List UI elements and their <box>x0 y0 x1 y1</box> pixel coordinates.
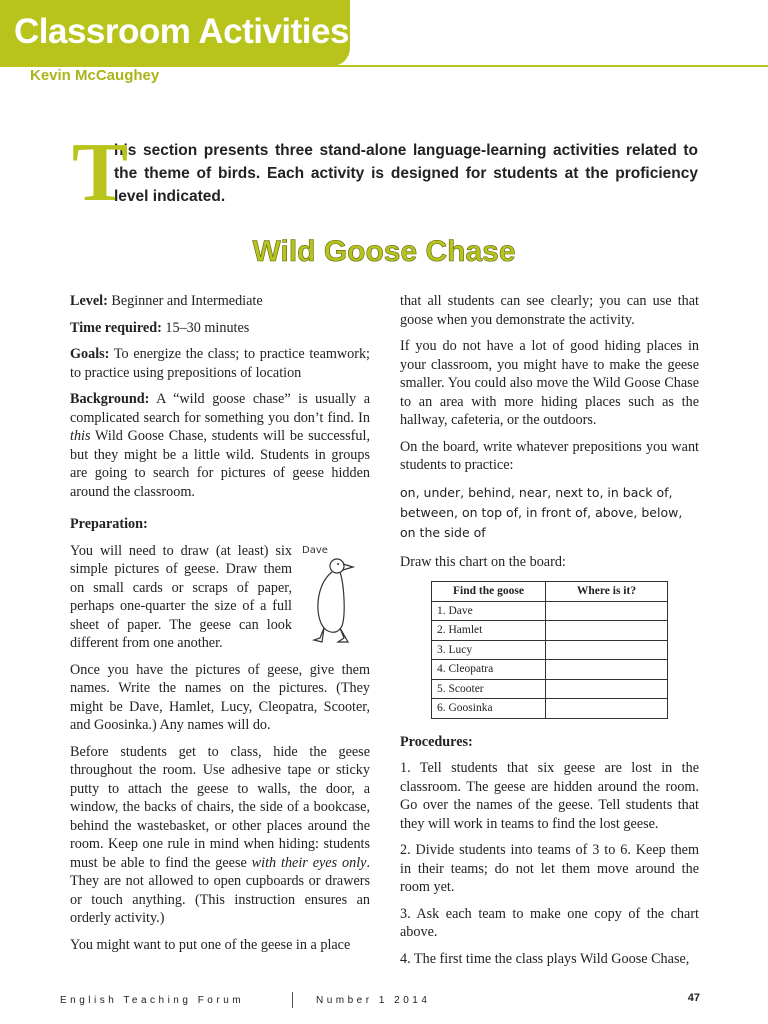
table-row <box>432 640 668 660</box>
chart-where-cell <box>546 621 668 641</box>
chart-header-goose: Find the goose <box>432 582 546 602</box>
procedure-step-1: 1. Tell students that six geese are lost in the classroom. The geese are hidden around the room. Go over the names of the geese. Tell students that they will work in teams to find the lost geese. <box>400 760 699 832</box>
chart-intro: Draw this chart on the board: <box>400 553 566 570</box>
chart-where-cell <box>546 699 668 719</box>
chart-where-cell <box>546 601 668 621</box>
goose-drawing <box>298 542 370 661</box>
right-paragraph-3: On the board, write whatever prepositions you want students to practice: <box>400 438 699 473</box>
drop-cap: T <box>72 126 129 219</box>
goals-label: Goals: <box>70 346 110 362</box>
chart-goose-cell: 6. Goosinka <box>432 699 546 719</box>
intro-section <box>72 126 698 219</box>
table-row <box>432 660 668 680</box>
prep-paragraph-3 <box>70 743 370 928</box>
procedure-step-4: 4. The first time the class plays Wild Goose Chase, <box>400 950 690 967</box>
procedure-step-3: 3. Ask each team to make one copy of the chart above. <box>400 905 699 940</box>
chart-goose-cell: 5. Scooter <box>432 679 546 699</box>
time-label: Time required: <box>70 319 162 336</box>
footer-divider <box>292 992 293 1008</box>
level-line <box>70 292 370 311</box>
chart-header-row <box>432 582 668 602</box>
prep-paragraph-1: You will need to draw (at least) six simple pictures of geese. Draw them on small cards or scraps of paper, perhaps one-quarter the size of a full sheet of paper. The geese can look different from one another. <box>70 542 292 651</box>
chart-goose-cell: 4. Cleopatra <box>432 660 546 680</box>
procedure-step-2: 2. Divide students into teams of 3 to 6. Keep them in their teams; do not let them move around the room yet. <box>400 842 699 895</box>
chart-where-cell <box>546 640 668 660</box>
chart-goose-cell: 2. Hamlet <box>432 621 546 641</box>
time-value: 15–30 minutes <box>161 319 250 336</box>
left-column <box>70 292 370 962</box>
author-name: Kevin McCaughey <box>30 67 160 84</box>
goose-sketch-icon <box>308 556 358 646</box>
prep-paragraph-2: Once you have the pictures of geese, give them names. Write the names on the pictures. (They might be Dave, Hamlet, Lucy, Cleopatra, Scooter, and Goosinka.) Any names will do. <box>70 661 370 733</box>
page-footer <box>60 990 700 1010</box>
background-pre: A “wild goose chase” is usually a complicated search for something you don’t find. In <box>70 391 370 426</box>
level-value: Beginner and Intermediate <box>107 293 263 309</box>
prepositions-list: on, under, behind, near, next to, in back of, between, on top of, in front of, above, below, on the side of <box>400 484 683 540</box>
chart-goose-cell: 3. Lucy <box>432 640 546 660</box>
page-number: 47 <box>687 992 700 1004</box>
chart-where-cell <box>546 660 668 680</box>
prep-p3-emphasis: with their eyes only <box>251 854 367 871</box>
preparation-heading: Preparation: <box>70 516 148 532</box>
chart-where-cell <box>546 679 668 699</box>
prep-paragraph-4: You might want to put one of the geese in a place <box>70 936 351 953</box>
time-line <box>70 319 370 338</box>
chart-header-where: Where is it? <box>546 582 668 602</box>
right-paragraph-2: If you do not have a lot of good hiding places in your classroom, you might have to make the geese smaller. You could also move the Wild Goose Chase to an area with more hiding places such as the hallway, cafeteria, or the outdoors. <box>400 338 699 428</box>
right-column <box>400 292 699 976</box>
background-emphasis: this <box>70 428 91 444</box>
table-row <box>432 621 668 641</box>
article-title: Wild Goose Chase <box>252 235 516 268</box>
procedures-heading: Procedures: <box>400 733 473 750</box>
header-banner <box>0 0 350 66</box>
footer-issue: Number 1 2014 <box>316 995 431 1006</box>
prep-p3-pre: Before students get to class, hide the geese throughout the room. Use adhesive tape or sticky putty to attach the geese to walls, the door, a window, the backs of chairs, the side of a bookcase, behind the wastebasket, or other places around the room. Keep one rule in mind when hiding: students must be able to find the geese <box>70 743 370 871</box>
goose-chart <box>431 581 668 719</box>
chart-goose-cell: 1. Dave <box>432 601 546 621</box>
background-label: Background: <box>70 391 150 407</box>
background-post: Wild Goose Chase, students will be successful, but they might be a little wild. Students in groups are going to search for pictures of geese hidden around the classroom. <box>70 428 370 500</box>
table-row <box>432 679 668 699</box>
background-paragraph <box>70 390 370 501</box>
footer-magazine: English Teaching Forum <box>60 995 245 1006</box>
prep-with-figure <box>70 542 370 661</box>
prep-p3-post: . They are not allowed to open cupboards or drawers or touch anything. (This instruction ensures an orderly activity.) <box>70 854 371 926</box>
table-row <box>432 601 668 621</box>
goals-value: To energize the class; to practice teamwork; to practice using prepositions of location <box>70 346 370 381</box>
level-label: Level: <box>70 293 108 309</box>
table-row <box>432 699 668 719</box>
goose-drawing-label: Dave <box>302 544 328 556</box>
page-title: Classroom Activities <box>14 12 349 51</box>
intro-text: his section presents three stand-alone language-learning activities related to the theme of birds. Each activity is designed for students at the proficiency level indicated. <box>114 142 698 205</box>
right-paragraph-1: that all students can see clearly; you can use that goose when you demonstrate the activity. <box>400 293 699 328</box>
goals-line <box>70 345 370 382</box>
